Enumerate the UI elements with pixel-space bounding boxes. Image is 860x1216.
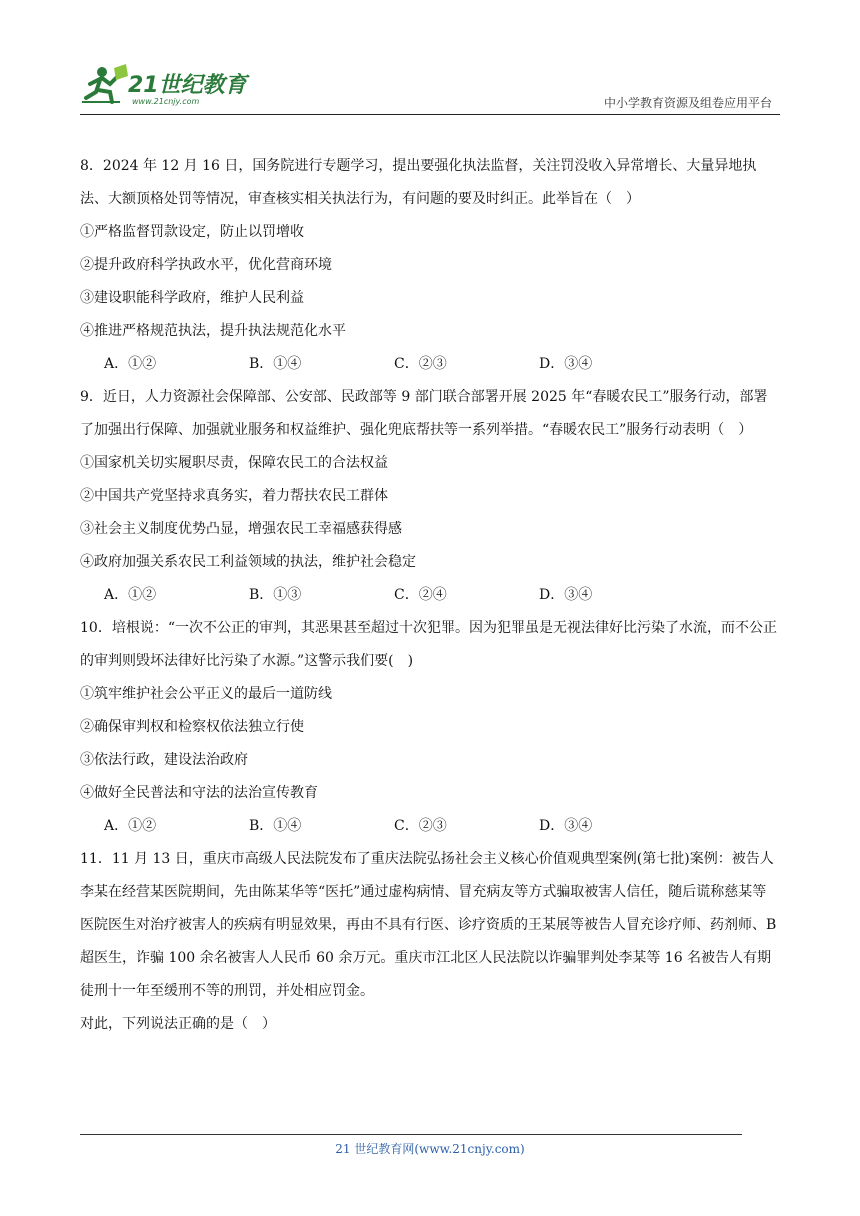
question-stem: 10．培根说：“一次不公正的审判，其恶果甚至超过十次犯罪。因为犯罪虽是无视法律好比污染了水流，而不公正的审判则毁坏法律好比污染了水源。”这警示我们要( ) [80,620,777,669]
footer-divider [80,1134,742,1135]
site-name: 中小学教育资源及组卷应用平台 [603,96,772,110]
choice-a[interactable]: A．①② [104,587,157,603]
statement-3: ③依法行政，建设法治政府 [80,752,248,768]
answer-choices [80,810,780,843]
question-list [80,150,780,1041]
answer-choices [80,579,780,612]
statement-2: ②确保审判权和检察权依法独立行使 [80,719,304,735]
choice-c[interactable]: C．②④ [394,587,447,603]
question-10 [80,612,780,843]
choice-b[interactable]: B．①④ [249,356,302,372]
choice-c[interactable]: C．②③ [394,818,447,834]
question-stem: 9．近日，人力资源社会保障部、公安部、民政部等 9 部门联合部署开展 2025 年“春暖农民工”服务行动，部署了加强出行保障、加强就业服务和权益维护、强化兜底帮扶等一系列举措。“春暖农民工”服务行动表明（ ） [80,389,768,438]
choice-d[interactable]: D．③④ [539,587,593,603]
runner-logo-icon [80,62,250,108]
statement-4: ④推进严格规范执法，提升执法规范化水平 [80,323,346,339]
page-footer[interactable]: 21 世纪教育网(www.21cnjy.com) [335,1142,525,1156]
question-8 [80,150,780,381]
choice-a[interactable]: A．①② [104,818,157,834]
choice-b[interactable]: B．①④ [249,818,302,834]
site-logo[interactable] [80,62,250,108]
statement-2: ②中国共产党坚持求真务实，着力帮扶农民工群体 [80,488,388,504]
question-11 [80,843,780,1041]
statement-2: ②提升政府科学执政水平，优化营商环境 [80,257,332,273]
choice-d[interactable]: D．③④ [539,356,593,372]
choice-a[interactable]: A．①② [104,356,157,372]
choice-d[interactable]: D．③④ [539,818,593,834]
statement-3: ③建设职能科学政府，维护人民利益 [80,290,304,306]
choice-c[interactable]: C．②③ [394,356,447,372]
question-prompt: 对此，下列说法正确的是（ ） [80,1016,276,1032]
header-divider [80,114,780,115]
statement-4: ④做好全民普法和守法的法治宣传教育 [80,785,318,801]
statement-4: ④政府加强关系农民工利益领域的执法，维护社会稳定 [80,554,416,570]
question-9 [80,381,780,612]
page-header [80,62,780,114]
statement-1: ①国家机关切实履职尽责，保障农民工的合法权益 [80,455,388,471]
question-stem: 11．11 月 13 日，重庆市高级人民法院发布了重庆法院弘扬社会主义核心价值观典型案例(第七批)案例：被告人李某在经营某医院期间，先由陈某华等“医托”通过虚构病情、冒充病友等方式骗取被害人信任，随后谎称慈某等医院医生对治疗被害人的疾病有明显效果，再由不具有行医、诊疗资质的王某展等被告人冒充诊疗师、药剂师、B 超医生，诈骗 100 余名被害人人民币 60 余万元。重庆市江北区人民法院以诈骗罪判处李某等 16 名被告人有期徒刑十一年至缓刑不等的刑罚，并处相应罚金。 [80,851,777,999]
svg-text:www.21cnjy.com: www.21cnjy.com [132,97,200,106]
statement-3: ③社会主义制度优势凸显，增强农民工幸福感获得感 [80,521,402,537]
statement-1: ①严格监督罚款设定，防止以罚增收 [80,224,304,240]
choice-b[interactable]: B．①③ [249,587,302,603]
question-stem: 8．2024 年 12 月 16 日，国务院进行专题学习，提出要强化执法监督，关注罚没收入异常增长、大量异地执法、大额顶格处罚等情况，审查核实相关执法行为，有问题的要及时纠正。此举旨在（ ） [80,158,757,207]
svg-text:21世纪教育: 21世纪教育 [128,73,247,98]
statement-1: ①筑牢维护社会公平正义的最后一道防线 [80,686,332,702]
answer-choices [80,348,780,381]
